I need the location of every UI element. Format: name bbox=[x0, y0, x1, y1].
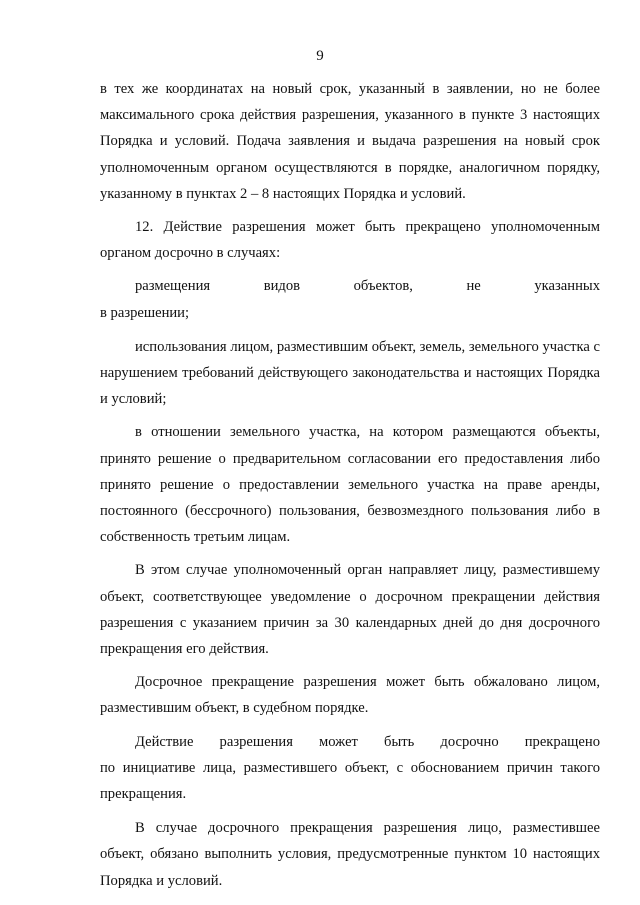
document-body bbox=[100, 76, 600, 901]
case-list-item-2: использования лицом, разместившим объект, земель, земельного участка с нарушением требований действующего законодательства и настоящих Порядка и условий; bbox=[100, 338, 600, 408]
paragraph-appeal: Досрочное прекращение разрешения может быть обжаловано лицом, разместившим объект, в судебном порядке. bbox=[100, 674, 600, 717]
case-list-item-1-line-1: размещения видов объектов, не указанных bbox=[135, 278, 600, 295]
case-list-item-1-line-2: в разрешении; bbox=[100, 304, 190, 321]
paragraph-obligations: В случае досрочного прекращения разрешения лицо, разместившее объект, обязано выполнить условия, предусмотренные пунктом 10 настоящих Порядка и условий. bbox=[100, 820, 600, 889]
case-list-item-3: в отношении земельного участка, на котором размещаются объекты, принято решение о предварительном согласовании его предоставления либо принято решение о предоставлении земельного участка на праве аренды, постоянного (бессрочного) пользования, безвозмездного пользования либо в собственность третьим лицам. bbox=[100, 424, 600, 546]
page-number: 9 bbox=[316, 48, 324, 64]
paragraph-initiative-line-2: по инициативе лица, разместившего объект, с обоснованием причин такого прекращения. bbox=[100, 759, 600, 803]
paragraph-initiative-line-1: Действие разрешения может быть досрочно прекращено bbox=[135, 733, 600, 750]
paragraph-continuation: в тех же координатах на новый срок, указанный в заявлении, но не более максимального срока действия разрешения, указанного в пункте 3 настоящих Порядка и условий. Подача заявления и выдача разрешения на новый срок уполномоченным органом осуществляются в порядке, аналогичном порядку, указанному в пунктах 2 – 8 настоящих Порядка и условий. bbox=[100, 81, 600, 202]
paragraph-notification: В этом случае уполномоченный орган направляет лицу, разместившему объект, соответствующее уведомление о досрочном прекращении действия разрешения с указанием причин за 30 календарных дней до дня досрочного прекращения его действия. bbox=[100, 562, 600, 658]
paragraph-item-12: 12. Действие разрешения может быть прекращено уполномоченным органом досрочно в случаях: bbox=[100, 219, 600, 262]
